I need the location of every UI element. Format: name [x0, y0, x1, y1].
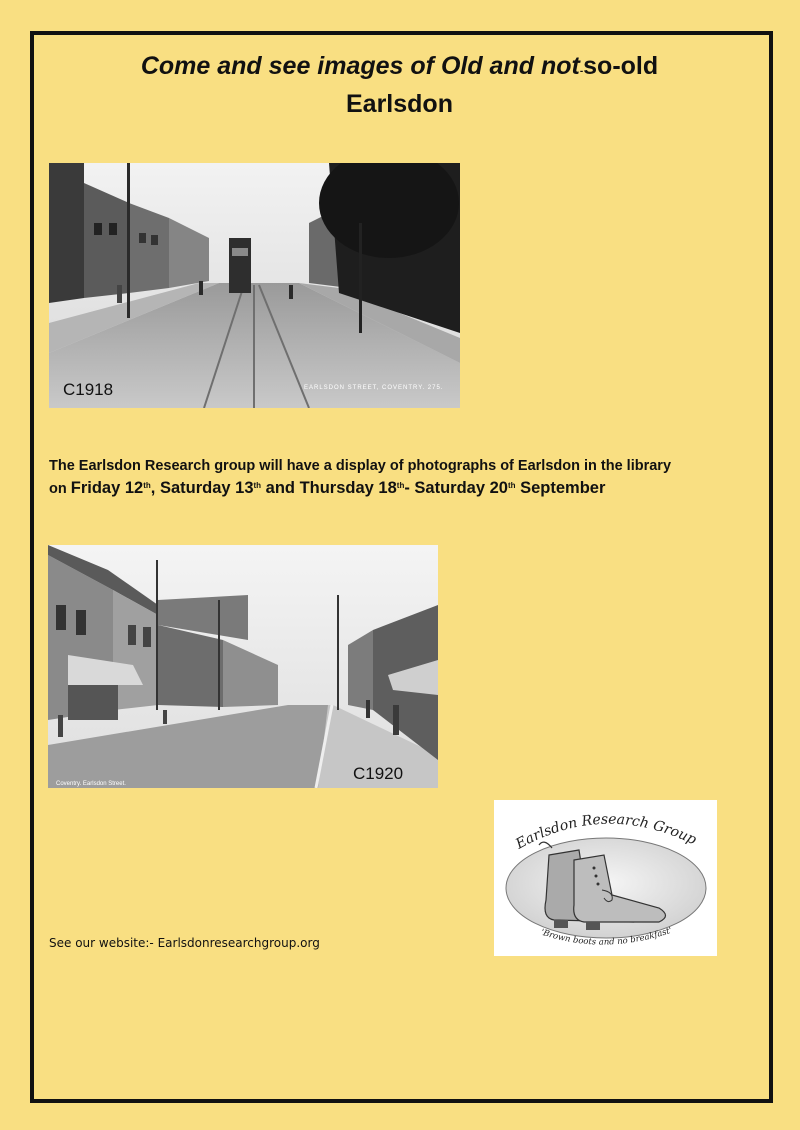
title-part-2: so-old	[583, 52, 659, 80]
website-text: See our website:- Earlsdonresearchgroup.org	[49, 936, 320, 950]
photo-1918	[49, 163, 460, 408]
date-saturday-end: - Saturday 20	[404, 479, 508, 497]
title-part-1: Come and see images of Old and not	[140, 52, 580, 80]
title-dash: -	[579, 66, 584, 77]
date-friday: Friday 12	[70, 479, 144, 497]
date-thursday-suffix: th	[396, 481, 405, 490]
poster-title	[30, 50, 769, 121]
date-friday-suffix: th	[143, 481, 151, 490]
photo-1920-caption: C1920	[353, 764, 404, 783]
photo-1920	[48, 545, 438, 788]
event-line-1: The Earlsdon Research group will have a display of photographs of Earlsdon in the library	[49, 458, 672, 474]
event-on: on	[49, 481, 67, 497]
logo-title: Earlsdon Research Group	[513, 811, 699, 853]
event-dates	[49, 477, 764, 500]
photo-1918-caption: C1918	[63, 380, 114, 399]
title-line-2: Earlsdon	[346, 90, 453, 118]
photo-1920-street-sign: Coventry. Earlsdon Street.	[56, 781, 126, 787]
date-saturday: , Saturday 13	[150, 479, 254, 497]
earlsdon-research-group-logo	[494, 800, 717, 956]
date-month: September	[515, 479, 606, 497]
date-saturday-end-suffix: th	[507, 481, 516, 490]
date-thursday: and Thursday 18	[261, 479, 397, 497]
date-saturday-suffix: th	[253, 481, 262, 490]
logo-motto: 'Brown boots and no breakfast'	[539, 925, 674, 948]
event-description	[49, 455, 764, 500]
photo-1918-street-sign: EARLSDON STREET, COVENTRY. 275.	[304, 385, 444, 391]
